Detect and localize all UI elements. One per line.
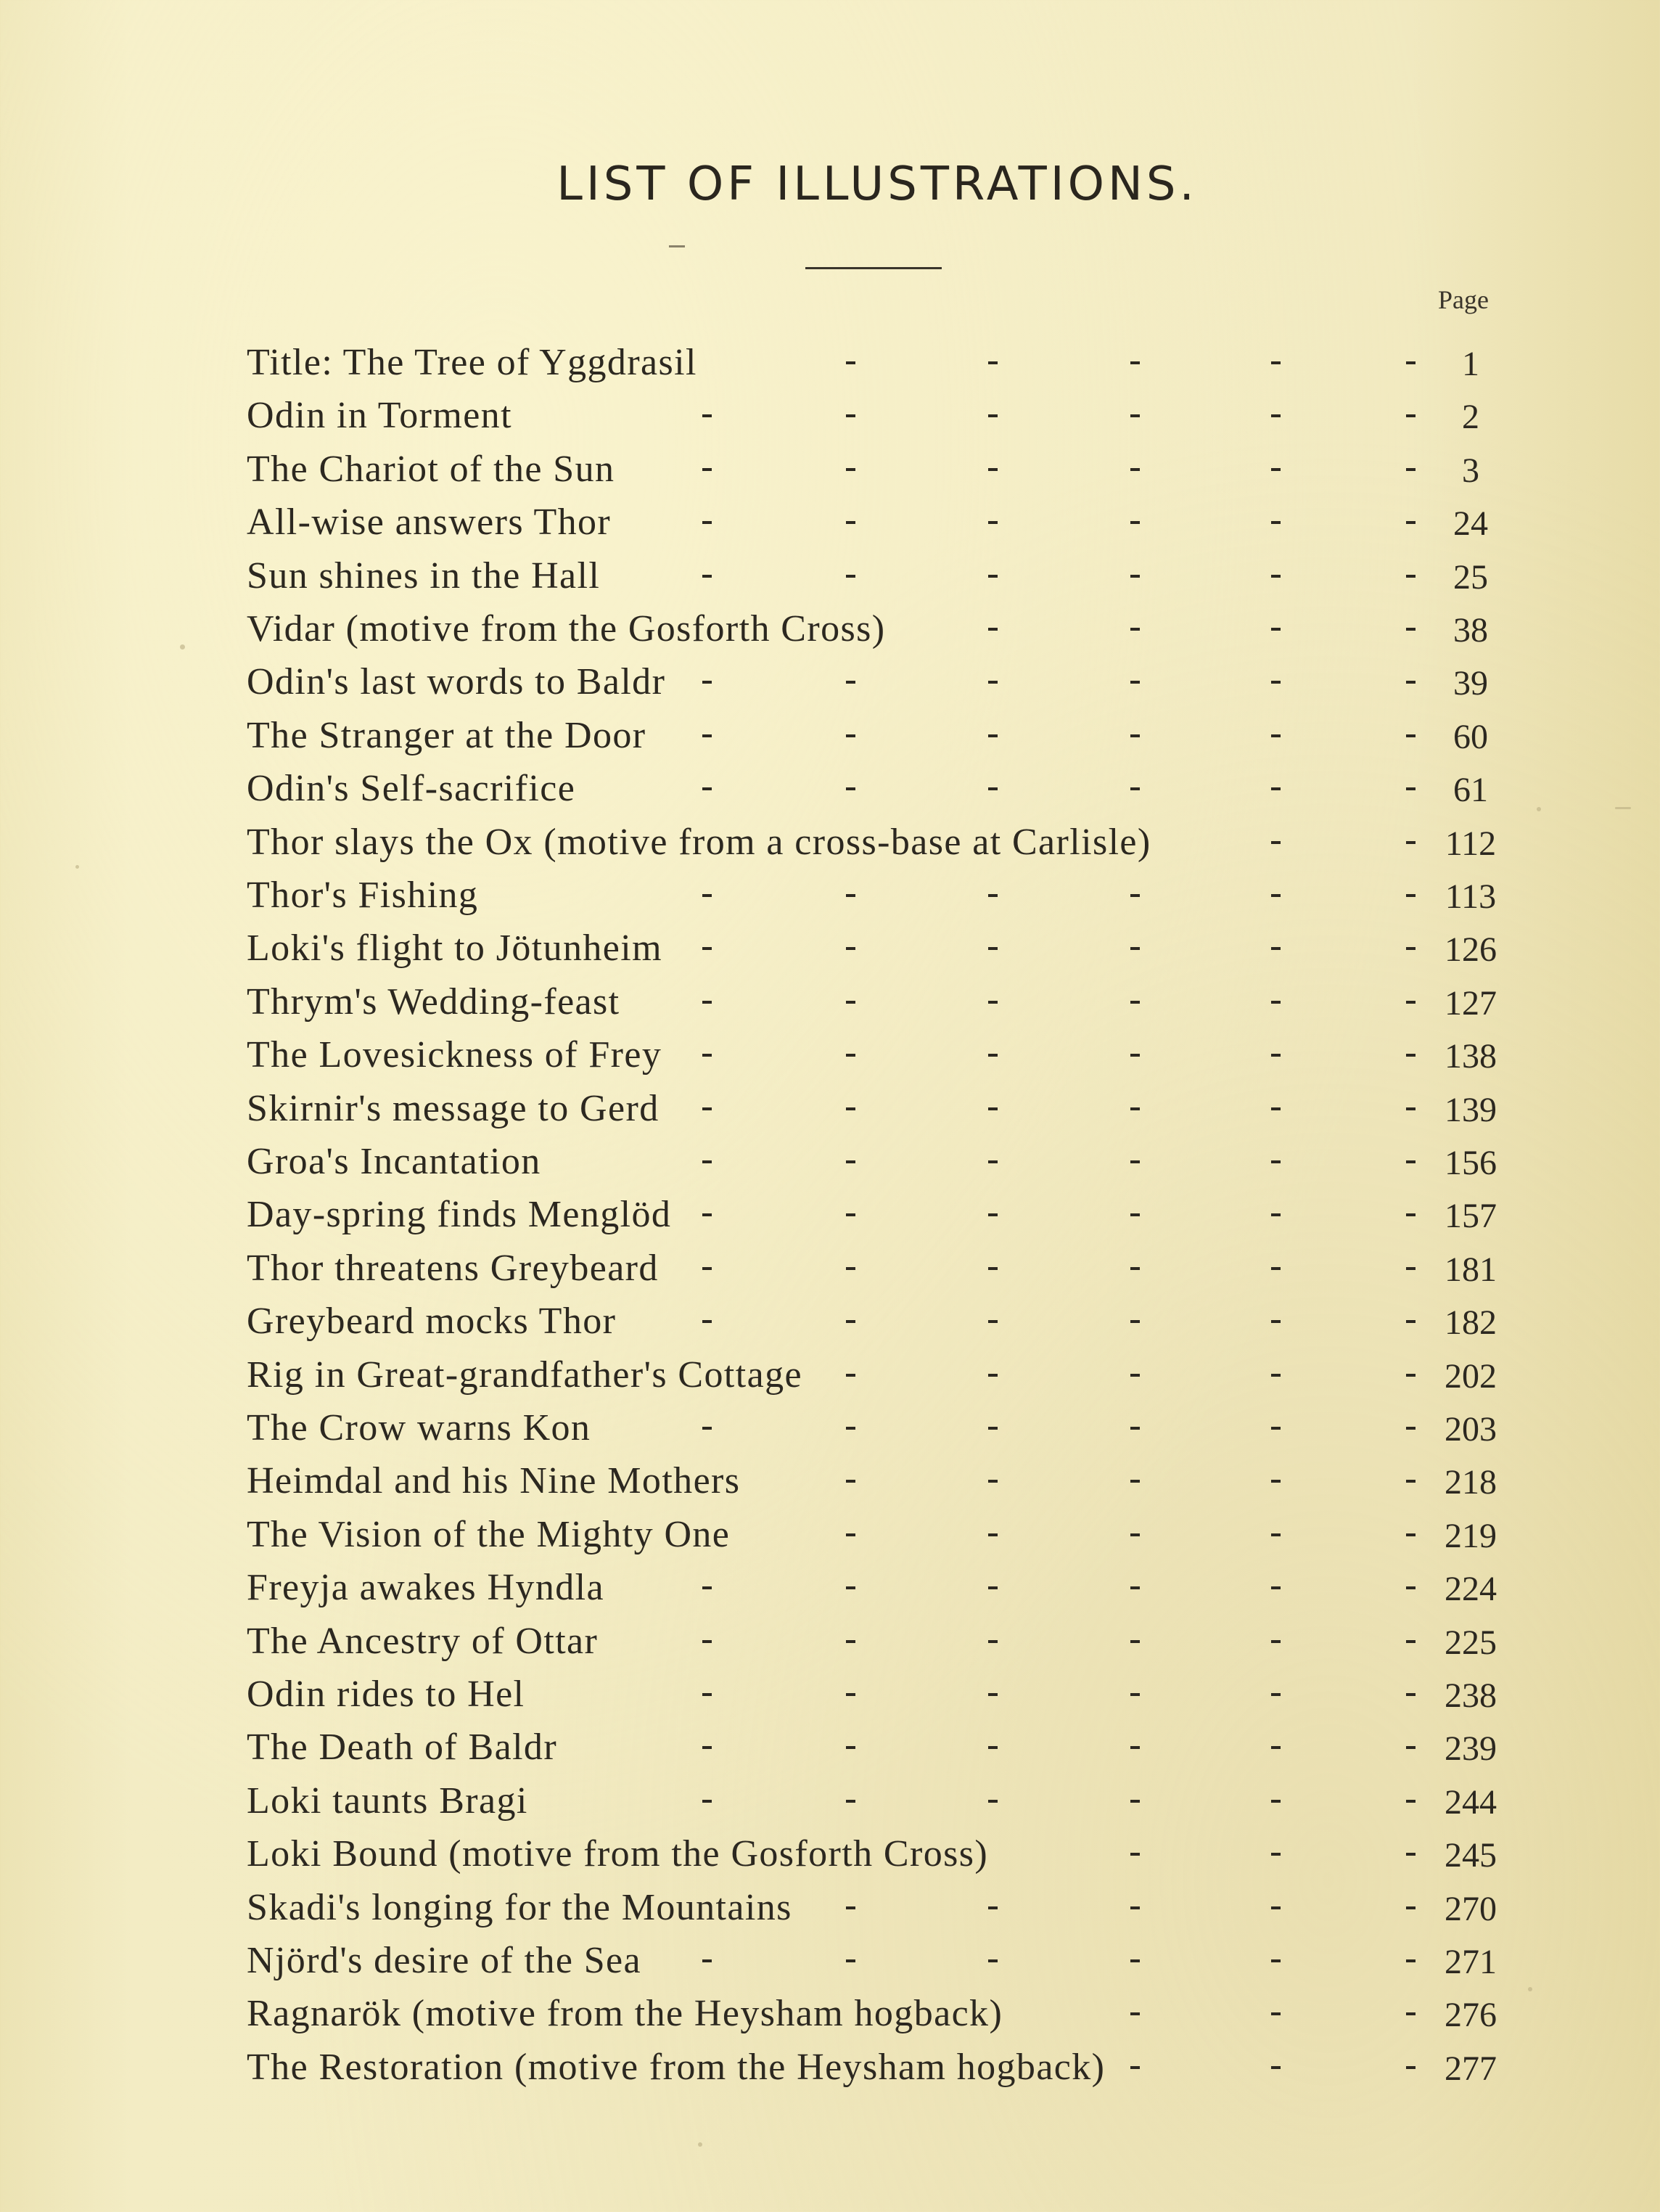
leader-dash [702, 1320, 712, 1323]
leader-dash [846, 1959, 855, 1962]
illustration-page-number: 127 [1445, 983, 1497, 1023]
paper-speck [180, 644, 185, 650]
list-item [247, 337, 1524, 388]
illustration-page-number: 25 [1453, 557, 1488, 597]
illustration-page-number: 245 [1445, 1836, 1497, 1875]
leader-dash [1406, 1480, 1415, 1483]
leader-dash [1271, 1533, 1281, 1536]
illustration-title: The Ancestry of Ottar [247, 1620, 599, 1662]
leader-dash [702, 575, 712, 578]
illustration-title: Odin's Self-sacrifice [247, 768, 576, 810]
leader-dash [846, 1427, 855, 1430]
list-item [247, 497, 1524, 548]
leader-dash [702, 1746, 712, 1749]
leader-dash [1130, 1160, 1140, 1163]
leader-dash [1406, 1533, 1415, 1536]
leader-dash [988, 1160, 998, 1163]
leader-dash [988, 628, 998, 631]
leader-dash [846, 468, 855, 471]
list-item [247, 923, 1524, 974]
leader-dash [988, 468, 998, 471]
leader-dash [846, 681, 855, 684]
illustration-title: Heimdal and his Nine Mothers [247, 1460, 741, 1502]
leader-dash [702, 1959, 712, 1962]
list-item [247, 604, 1524, 655]
illustration-page-number: 239 [1445, 1729, 1497, 1769]
leader-dash [988, 1693, 998, 1696]
paper-speck [75, 865, 79, 869]
leader-dash [846, 521, 855, 524]
illustration-title: Thor slays the Ox (motive from a cross-base at Carlisle) [247, 821, 1151, 863]
illustration-title: Day-spring finds Menglöd [247, 1194, 672, 1236]
leader-dash [1130, 1586, 1140, 1589]
leader-dash [1406, 1746, 1415, 1749]
leader-dash [1130, 361, 1140, 364]
leader-dash [1406, 1213, 1415, 1216]
leader-dash [1406, 681, 1415, 684]
leader-dash [1130, 947, 1140, 950]
leader-dash [988, 1107, 998, 1110]
illustration-title: The Chariot of the Sun [247, 448, 615, 490]
leader-dash [846, 1800, 855, 1803]
illustration-title: Loki taunts Bragi [247, 1779, 528, 1822]
leader-dash [702, 1001, 712, 1004]
leader-dash [846, 1320, 855, 1323]
paper-speck [1528, 1987, 1532, 1991]
leader-dash [1271, 414, 1281, 417]
leader-dash [1406, 734, 1415, 737]
paper-speck [1615, 807, 1631, 809]
illustration-page-number: 203 [1445, 1410, 1497, 1449]
leader-dash [988, 1320, 998, 1323]
illustration-title: Title: The Tree of Yggdrasil [247, 342, 697, 383]
illustration-title: Skirnir's message to Gerd [247, 1087, 660, 1129]
leader-dash [702, 1586, 712, 1589]
leader-dash [1406, 1427, 1415, 1430]
list-item [247, 817, 1524, 868]
illustration-title: Greybeard mocks Thor [247, 1300, 617, 1343]
list-item [247, 1883, 1524, 1933]
leader-dash [1271, 681, 1281, 684]
illustration-title: Loki Bound (motive from the Gosforth Cross) [247, 1833, 989, 1875]
leader-dash [1130, 1213, 1140, 1216]
leader-dash [1130, 521, 1140, 524]
leader-dash [1130, 414, 1140, 417]
leader-dash [1130, 1906, 1140, 1909]
leader-dash [846, 575, 855, 578]
leader-dash [1271, 1640, 1281, 1643]
leader-dash [988, 361, 998, 364]
illustration-page-number: 126 [1445, 930, 1497, 970]
illustration-page-number: 138 [1445, 1037, 1497, 1076]
leader-dash [1130, 1533, 1140, 1536]
leader-dash [702, 414, 712, 417]
leader-dash [1406, 1853, 1415, 1856]
list-item [247, 1243, 1524, 1294]
leader-dash [988, 1533, 998, 1536]
leader-dash [1271, 1906, 1281, 1909]
illustration-title: Sun shines in the Hall [247, 554, 601, 597]
leader-dash [846, 1374, 855, 1377]
leader-dash [1406, 1800, 1415, 1803]
illustration-title: Thor's Fishing [247, 874, 479, 916]
illustration-title: Vidar (motive from the Gosforth Cross) [247, 608, 886, 650]
leader-dash [1271, 894, 1281, 897]
leader-dash [1271, 521, 1281, 524]
leader-dash [1130, 1054, 1140, 1057]
leader-dash [988, 1054, 998, 1057]
leader-dash [1406, 521, 1415, 524]
leader-dash [1271, 361, 1281, 364]
illustration-title: The Vision of the Mighty One [247, 1513, 731, 1555]
leader-dash [846, 1586, 855, 1589]
illustration-page-number: 112 [1445, 824, 1497, 863]
list-item [247, 2042, 1524, 2093]
illustration-title: Thor threatens Greybeard [247, 1247, 659, 1289]
list-item [247, 1136, 1524, 1187]
leader-dash [988, 1746, 998, 1749]
leader-dash [846, 1640, 855, 1643]
leader-dash [988, 947, 998, 950]
list-item [247, 1350, 1524, 1401]
illustration-page-number: 60 [1453, 717, 1488, 756]
leader-dash [846, 1107, 855, 1110]
illustration-title: The Crow warns Kon [247, 1407, 591, 1449]
leader-dash [988, 1800, 998, 1803]
leader-dash [846, 894, 855, 897]
leader-dash [846, 947, 855, 950]
list-item [247, 1669, 1524, 1720]
leader-dash [1406, 1320, 1415, 1323]
illustration-page-number: 39 [1453, 664, 1488, 703]
leader-dash [1130, 628, 1140, 631]
leader-dash [988, 681, 998, 684]
list-item [247, 710, 1524, 761]
leader-dash [1130, 1267, 1140, 1270]
leader-dash [1406, 1107, 1415, 1110]
leader-dash [1271, 1213, 1281, 1216]
list-item [247, 1403, 1524, 1454]
leader-dash [702, 1800, 712, 1803]
leader-dash [988, 1374, 998, 1377]
illustration-page-number: 276 [1445, 1996, 1497, 2035]
illustration-page-number: 182 [1445, 1303, 1497, 1343]
illustration-page-number: 2 [1462, 398, 1479, 437]
leader-dash [702, 787, 712, 790]
leader-dash [846, 787, 855, 790]
illustration-title: Njörd's desire of the Sea [247, 1940, 642, 1981]
list-item [247, 1296, 1524, 1347]
leader-dash [846, 1746, 855, 1749]
leader-dash [988, 1586, 998, 1589]
leader-dash [846, 414, 855, 417]
leader-dash [1271, 1693, 1281, 1696]
leader-dash [1130, 1853, 1140, 1856]
leader-dash [702, 1213, 712, 1216]
leader-dash [1130, 894, 1140, 897]
illustration-title: Odin's last words to Baldr [247, 661, 666, 703]
leader-dash [846, 1267, 855, 1270]
illustration-page-number: 38 [1453, 611, 1488, 650]
leader-dash [1130, 1693, 1140, 1696]
illustration-title: Groa's Incantation [247, 1141, 541, 1182]
leader-dash [1271, 2066, 1281, 2069]
illustration-page-number: 157 [1445, 1197, 1497, 1236]
illustration-page-number: 271 [1445, 1943, 1497, 1981]
leader-dash [846, 1213, 855, 1216]
leader-dash [1406, 361, 1415, 364]
leader-dash [1406, 1586, 1415, 1589]
leader-dash [988, 1267, 998, 1270]
list-item [247, 1562, 1524, 1613]
illustration-title: The Lovesickness of Frey [247, 1034, 662, 1076]
leader-dash [988, 1480, 998, 1483]
leader-dash [702, 1107, 712, 1110]
list-item [247, 1189, 1524, 1240]
leader-dash [988, 1959, 998, 1962]
illustration-title: Thrym's Wedding-feast [247, 980, 620, 1023]
leader-dash [1271, 1427, 1281, 1430]
leader-dash [846, 734, 855, 737]
list-item [247, 1030, 1524, 1081]
leader-dash [1130, 1001, 1140, 1004]
illustration-title: All-wise answers Thor [247, 501, 612, 544]
list-item [247, 1616, 1524, 1667]
leader-dash [1130, 1959, 1140, 1962]
leader-dash [1406, 575, 1415, 578]
list-item [247, 1084, 1524, 1134]
leader-dash [1406, 841, 1415, 844]
leader-dash [702, 947, 712, 950]
list-item [247, 1936, 1524, 1986]
leader-dash [702, 1427, 712, 1430]
leader-dash [702, 1054, 712, 1057]
leader-dash [988, 1906, 998, 1909]
leader-dash [1271, 1374, 1281, 1377]
leader-dash [1271, 1054, 1281, 1057]
leader-dash [1271, 734, 1281, 737]
leader-dash [846, 361, 855, 364]
list-item [247, 977, 1524, 1028]
leader-dash [1271, 1586, 1281, 1589]
leader-dash [1271, 1001, 1281, 1004]
leader-dash [702, 894, 712, 897]
leader-dash [846, 1693, 855, 1696]
leader-dash [1271, 628, 1281, 631]
illustration-title: Skadi's longing for the Mountains [247, 1886, 792, 1928]
leader-dash [1271, 947, 1281, 950]
illustration-page-number: 113 [1445, 877, 1497, 916]
illustration-page-number: 156 [1445, 1144, 1497, 1182]
leader-dash [1271, 1480, 1281, 1483]
leader-dash [1271, 1853, 1281, 1856]
leader-dash [1130, 2012, 1140, 2015]
leader-dash [702, 1640, 712, 1643]
leader-dash [1271, 1320, 1281, 1323]
leader-dash [988, 521, 998, 524]
illustration-title: The Death of Baldr [247, 1726, 558, 1769]
list-item [247, 657, 1524, 708]
illustration-page-number: 181 [1445, 1250, 1497, 1289]
leader-dash [1271, 1800, 1281, 1803]
leader-dash [1130, 1107, 1140, 1110]
leader-dash [1271, 575, 1281, 578]
leader-dash [1130, 468, 1140, 471]
paper-speck [1537, 807, 1541, 811]
leader-dash [1130, 1480, 1140, 1483]
list-item [247, 763, 1524, 814]
leader-dash [988, 787, 998, 790]
list-item [247, 870, 1524, 921]
leader-dash [1271, 787, 1281, 790]
illustration-page-number: 218 [1445, 1463, 1497, 1502]
leader-dash [846, 1906, 855, 1909]
list-item [247, 390, 1524, 441]
leader-dash [846, 1480, 855, 1483]
list-item [247, 1510, 1524, 1560]
leader-dash [1130, 681, 1140, 684]
leader-dash [702, 521, 712, 524]
leader-dash [988, 1001, 998, 1004]
list-item [247, 1722, 1524, 1773]
illustration-page-number: 219 [1445, 1516, 1497, 1555]
leader-dash [846, 1160, 855, 1163]
leader-dash [1406, 1640, 1415, 1643]
illustration-title: Odin in Torment [247, 395, 512, 437]
leader-dash [1130, 734, 1140, 737]
leader-dash [1271, 1746, 1281, 1749]
leader-dash [1406, 947, 1415, 950]
paper-speck [698, 2142, 702, 2147]
leader-dash [988, 1213, 998, 1216]
leader-dash [1130, 787, 1140, 790]
leader-dash [1130, 1320, 1140, 1323]
leader-dash [1271, 841, 1281, 844]
list-item [247, 551, 1524, 602]
illustration-page-number: 244 [1445, 1782, 1497, 1822]
illustration-title: Rig in Great-grandfather's Cottage [247, 1353, 802, 1396]
leader-dash [988, 575, 998, 578]
illustration-page-number: 139 [1445, 1090, 1497, 1129]
leader-dash [1130, 1746, 1140, 1749]
leader-dash [702, 681, 712, 684]
list-item [247, 1776, 1524, 1827]
leader-dash [1130, 575, 1140, 578]
leader-dash [1406, 1906, 1415, 1909]
list-item [247, 444, 1524, 495]
illustration-title: Freyja awakes Hyndla [247, 1567, 604, 1609]
leader-dash [1130, 1427, 1140, 1430]
illustration-page-number: 224 [1445, 1570, 1497, 1609]
page-title: LIST OF ILLUSTRATIONS. [556, 157, 1198, 211]
leader-dash [1406, 1054, 1415, 1057]
leader-dash [1406, 414, 1415, 417]
leader-dash [1406, 628, 1415, 631]
illustration-page-number: 3 [1462, 451, 1479, 490]
illustration-title: The Stranger at the Door [247, 714, 646, 756]
leader-dash [846, 1001, 855, 1004]
illustration-title: Odin rides to Hel [247, 1674, 525, 1715]
leader-dash [1406, 468, 1415, 471]
leader-dash [702, 1267, 712, 1270]
leader-dash [1271, 1267, 1281, 1270]
leader-dash [1130, 1640, 1140, 1643]
leader-dash [1130, 2066, 1140, 2069]
leader-dash [1406, 1001, 1415, 1004]
leader-dash [1271, 1107, 1281, 1110]
leader-dash [702, 1160, 712, 1163]
illustration-page-number: 277 [1445, 2049, 1497, 2088]
leader-dash [1406, 894, 1415, 897]
leader-dash [1406, 1693, 1415, 1696]
illustration-page-number: 225 [1445, 1623, 1497, 1662]
leader-dash [1130, 1374, 1140, 1377]
illustration-page-number: 238 [1445, 1676, 1497, 1715]
illustration-title: Loki's flight to Jötunheim [247, 927, 662, 970]
leader-dash [702, 734, 712, 737]
leader-dash [1271, 468, 1281, 471]
page-column-header: Page [1438, 285, 1489, 314]
leader-dash [1406, 1160, 1415, 1163]
list-item [247, 1829, 1524, 1880]
list-item [247, 1988, 1524, 2039]
leader-dash [1406, 2012, 1415, 2015]
leader-dash [1406, 1959, 1415, 1962]
illustration-page-number: 1 [1462, 345, 1479, 383]
illustration-page-number: 270 [1445, 1889, 1497, 1928]
leader-dash [702, 468, 712, 471]
leader-dash [1130, 1800, 1140, 1803]
illustration-page-number: 61 [1453, 771, 1488, 810]
list-item [247, 1456, 1524, 1507]
leader-dash [988, 414, 998, 417]
leader-dash [1271, 2012, 1281, 2015]
leader-dash [846, 1054, 855, 1057]
leader-dash [988, 734, 998, 737]
illustration-title: Ragnarök (motive from the Heysham hogback) [247, 1993, 1003, 2035]
leader-dash [702, 1693, 712, 1696]
illustration-title: The Restoration (motive from the Heysham hogback) [247, 2046, 1106, 2088]
leader-dash [988, 894, 998, 897]
leader-dash [988, 1640, 998, 1643]
leader-dash [988, 1427, 998, 1430]
leader-dash [1271, 1160, 1281, 1163]
leader-dash [1406, 1267, 1415, 1270]
leader-dash [1406, 787, 1415, 790]
leader-dash [1406, 2066, 1415, 2069]
leader-dash [1271, 1959, 1281, 1962]
illustration-page-number: 24 [1453, 504, 1488, 544]
leader-dash [1406, 1374, 1415, 1377]
illustration-page-number: 202 [1445, 1356, 1497, 1396]
leader-dash [846, 1533, 855, 1536]
